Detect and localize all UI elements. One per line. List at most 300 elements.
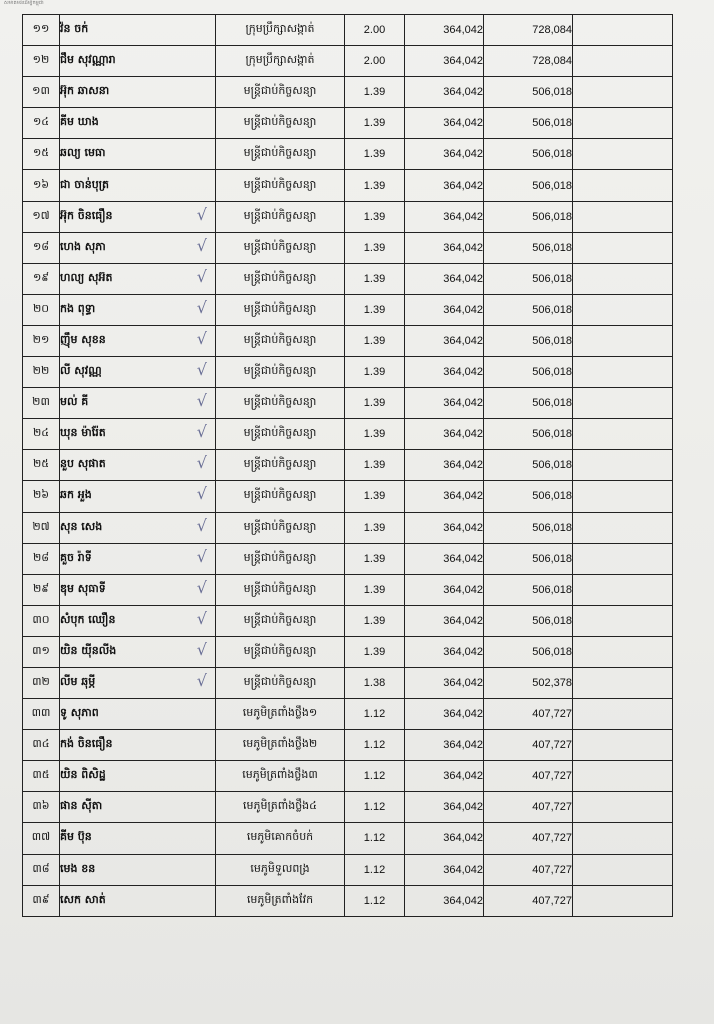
salary-coefficient-text: 1.39 <box>363 490 386 503</box>
staff-position <box>216 201 345 232</box>
staff-name <box>60 605 216 636</box>
salary-amount <box>484 139 573 170</box>
staff-position <box>216 699 345 730</box>
staff-name-text: សំបុក ឈឿន <box>60 612 116 626</box>
row-number <box>23 574 60 605</box>
salary-amount <box>484 46 573 77</box>
table-row <box>23 139 673 170</box>
base-salary <box>405 885 484 916</box>
signature-cell <box>573 325 673 356</box>
payroll-table <box>22 14 673 917</box>
salary-coefficient-text: 1.39 <box>363 397 386 410</box>
salary-coefficient <box>345 46 405 77</box>
staff-position-text: មន្ត្រីជាប់កិច្ចសន្យា <box>243 146 317 160</box>
row-number-text: ៣៣ <box>31 706 51 720</box>
row-number-text: ៣៥ <box>32 768 50 782</box>
salary-coefficient <box>345 823 405 854</box>
staff-position-text: មេភូមិត្រពាំងថ្លឹង១ <box>242 706 318 720</box>
signature-cell <box>573 761 673 792</box>
salary-amount-text: 407,727 <box>532 770 572 783</box>
row-number <box>23 419 60 450</box>
table-row <box>23 885 673 916</box>
signature-cell <box>573 636 673 667</box>
table-row <box>23 263 673 294</box>
salary-amount-text: 506,018 <box>532 272 572 285</box>
base-salary-text: 364,042 <box>443 645 483 658</box>
salary-coefficient <box>345 699 405 730</box>
signature-cell <box>573 294 673 325</box>
salary-coefficient <box>345 294 405 325</box>
signature-cell <box>573 885 673 916</box>
salary-amount <box>484 605 573 636</box>
staff-position <box>216 77 345 108</box>
staff-position-text: មន្ត្រីជាប់កិច្ចសន្យា <box>243 675 317 689</box>
staff-position-text: ក្រុមប្រឹក្សាសង្កាត់ <box>245 53 315 67</box>
staff-name <box>60 170 216 201</box>
staff-position <box>216 574 345 605</box>
base-salary-text: 364,042 <box>443 490 483 503</box>
row-number <box>23 481 60 512</box>
staff-position <box>216 388 345 419</box>
table-row <box>23 108 673 139</box>
staff-name-text: យិន ពិសិដ្ឋ <box>60 768 106 782</box>
salary-amount-text: 407,727 <box>532 894 572 907</box>
salary-amount-text: 506,018 <box>532 86 572 99</box>
salary-amount <box>484 15 573 46</box>
salary-coefficient-text: 1.39 <box>363 117 386 130</box>
salary-amount <box>484 201 573 232</box>
row-number <box>23 605 60 636</box>
signature-cell <box>573 667 673 698</box>
row-number-text: ១៩ <box>32 270 50 284</box>
salary-amount-text: 506,018 <box>532 645 572 658</box>
salary-amount-text: 407,727 <box>532 863 572 876</box>
base-salary <box>405 854 484 885</box>
base-salary-text: 364,042 <box>443 148 483 161</box>
staff-position <box>216 636 345 667</box>
staff-position-text: មេភូមិទួលពង្រ <box>250 861 310 875</box>
signature-cell <box>573 543 673 574</box>
staff-position <box>216 15 345 46</box>
salary-coefficient-text: 2.00 <box>363 24 386 37</box>
base-salary <box>405 761 484 792</box>
salary-coefficient-text: 1.39 <box>363 552 386 565</box>
staff-name <box>60 792 216 823</box>
base-salary <box>405 823 484 854</box>
signature-cell <box>573 854 673 885</box>
staff-name <box>60 77 216 108</box>
salary-amount-text: 506,018 <box>532 521 572 534</box>
base-salary-text: 364,042 <box>443 832 483 845</box>
salary-coefficient-text: 1.39 <box>363 583 386 596</box>
staff-position-text: មន្ត្រីជាប់កិច្ចសន្យា <box>243 239 317 253</box>
staff-name-text: សុន សេង <box>60 519 103 533</box>
staff-name-text: ឌុម សុធាទី <box>60 581 106 595</box>
staff-name-text: ឆល្យ មេធា <box>60 146 106 160</box>
signature-cell <box>573 481 673 512</box>
staff-name <box>60 294 216 325</box>
corner-watermark: សមាគមន៍ដើម្បីកម្ពុជា <box>4 0 44 6</box>
row-number <box>23 139 60 170</box>
checkmark-icon: √ <box>196 484 207 504</box>
salary-coefficient <box>345 730 405 761</box>
table-row <box>23 170 673 201</box>
table-row <box>23 667 673 698</box>
table-row <box>23 15 673 46</box>
base-salary-text: 364,042 <box>443 179 483 192</box>
salary-amount-text: 728,084 <box>532 24 572 37</box>
staff-position-text: មន្ត្រីជាប់កិច្ចសន្យា <box>243 488 317 502</box>
salary-amount <box>484 232 573 263</box>
signature-cell <box>573 108 673 139</box>
row-number-text: ៣០ <box>32 612 50 626</box>
staff-name <box>60 730 216 761</box>
salary-amount-text: 506,018 <box>532 583 572 596</box>
base-salary-text: 364,042 <box>443 117 483 130</box>
staff-name-text: គីម ប៊ុន <box>60 830 92 844</box>
signature-cell <box>573 730 673 761</box>
row-number <box>23 854 60 885</box>
table-row <box>23 325 673 356</box>
base-salary <box>405 325 484 356</box>
staff-position-text: មន្ត្រីជាប់កិច្ចសន្យា <box>243 395 317 409</box>
staff-name <box>60 325 216 356</box>
base-salary <box>405 699 484 730</box>
row-number <box>23 761 60 792</box>
signature-cell <box>573 605 673 636</box>
salary-amount-text: 506,018 <box>532 614 572 627</box>
staff-name-text: វ៉ន ចក់ <box>60 22 89 36</box>
signature-cell <box>573 232 673 263</box>
staff-name <box>60 885 216 916</box>
salary-amount-text: 506,018 <box>532 552 572 565</box>
row-number <box>23 232 60 263</box>
checkmark-icon: √ <box>196 608 207 628</box>
staff-name-text: ឃុន ម៉ារ៉ែត <box>60 426 106 440</box>
staff-name-text: គួច រ៉ាទី <box>60 550 92 564</box>
salary-coefficient-text: 1.39 <box>363 366 386 379</box>
staff-position <box>216 46 345 77</box>
salary-coefficient-text: 1.39 <box>363 210 386 223</box>
salary-amount <box>484 792 573 823</box>
row-number-text: ១៦ <box>32 177 50 191</box>
base-salary-text: 364,042 <box>443 55 483 68</box>
salary-coefficient <box>345 885 405 916</box>
salary-coefficient-text: 1.39 <box>363 86 386 99</box>
table-row <box>23 823 673 854</box>
staff-name <box>60 636 216 667</box>
base-salary-text: 364,042 <box>443 801 483 814</box>
staff-name <box>60 699 216 730</box>
base-salary <box>405 77 484 108</box>
salary-amount-text: 728,084 <box>532 55 572 68</box>
row-number <box>23 450 60 481</box>
staff-position-text: មេភូមិគោកចំបក់ <box>246 830 314 844</box>
staff-position-text: មន្ត្រីជាប់កិច្ចសន្យា <box>243 115 317 129</box>
staff-position <box>216 854 345 885</box>
base-salary <box>405 170 484 201</box>
salary-coefficient <box>345 481 405 512</box>
table-row <box>23 46 673 77</box>
signature-cell <box>573 77 673 108</box>
base-salary <box>405 730 484 761</box>
staff-position-text: មន្ត្រីជាប់កិច្ចសន្យា <box>243 457 317 471</box>
salary-coefficient <box>345 512 405 543</box>
base-salary-text: 364,042 <box>443 459 483 472</box>
salary-amount-text: 506,018 <box>532 303 572 316</box>
staff-name-text: ហល្យ សុអ៊ត <box>60 270 113 284</box>
staff-position-text: មន្ត្រីជាប់កិច្ចសន្យា <box>243 581 317 595</box>
salary-coefficient <box>345 139 405 170</box>
staff-name-text: អ៊ុក ចិនធឿន <box>60 208 113 222</box>
salary-coefficient-text: 1.39 <box>363 459 386 472</box>
signature-cell <box>573 574 673 605</box>
row-number-text: ២៦ <box>32 488 50 502</box>
staff-position <box>216 481 345 512</box>
staff-name-text: ផាន សុីតា <box>60 799 103 813</box>
staff-name <box>60 46 216 77</box>
staff-position-text: មន្ត្រីជាប់កិច្ចសន្យា <box>243 177 317 191</box>
staff-position-text: មន្ត្រីជាប់កិច្ចសន្យា <box>243 364 317 378</box>
staff-name <box>60 232 216 263</box>
salary-amount <box>484 823 573 854</box>
base-salary <box>405 139 484 170</box>
base-salary <box>405 574 484 605</box>
base-salary-text: 364,042 <box>443 677 483 690</box>
salary-amount <box>484 854 573 885</box>
salary-coefficient-text: 1.39 <box>363 521 386 534</box>
staff-position <box>216 170 345 201</box>
checkmark-icon: √ <box>196 515 207 535</box>
table-row <box>23 636 673 667</box>
salary-amount-text: 506,018 <box>532 241 572 254</box>
salary-amount-text: 506,018 <box>532 459 572 472</box>
salary-coefficient-text: 1.39 <box>363 272 386 285</box>
base-salary-text: 364,042 <box>443 614 483 627</box>
signature-cell <box>573 792 673 823</box>
row-number <box>23 170 60 201</box>
base-salary-text: 364,042 <box>443 521 483 534</box>
checkmark-icon: √ <box>196 204 207 224</box>
staff-name-text: ជឹម សុវណ្ណារា <box>60 53 116 67</box>
row-number-text: ២៨ <box>32 550 50 564</box>
staff-name <box>60 450 216 481</box>
base-salary <box>405 450 484 481</box>
staff-position-text: មន្ត្រីជាប់កិច្ចសន្យា <box>243 84 317 98</box>
table-row <box>23 730 673 761</box>
row-number <box>23 325 60 356</box>
payroll-table-body <box>23 15 673 917</box>
salary-coefficient <box>345 357 405 388</box>
row-number <box>23 823 60 854</box>
staff-position-text: មន្ត្រីជាប់កិច្ចសន្យា <box>243 301 317 315</box>
staff-name <box>60 419 216 450</box>
table-row <box>23 388 673 419</box>
base-salary <box>405 481 484 512</box>
base-salary-text: 364,042 <box>443 708 483 721</box>
checkmark-icon: √ <box>196 670 207 690</box>
salary-coefficient <box>345 574 405 605</box>
base-salary <box>405 543 484 574</box>
row-number-text: ១៥ <box>32 146 50 160</box>
salary-amount <box>484 170 573 201</box>
row-number <box>23 512 60 543</box>
checkmark-icon: √ <box>196 266 207 286</box>
row-number <box>23 357 60 388</box>
table-row <box>23 574 673 605</box>
staff-position <box>216 543 345 574</box>
salary-coefficient <box>345 108 405 139</box>
row-number-text: ២២ <box>32 364 50 378</box>
salary-amount <box>484 388 573 419</box>
row-number-text: ១៧ <box>32 208 50 222</box>
staff-name <box>60 854 216 885</box>
base-salary <box>405 294 484 325</box>
row-number <box>23 730 60 761</box>
base-salary <box>405 232 484 263</box>
salary-amount <box>484 263 573 294</box>
signature-cell <box>573 357 673 388</box>
salary-amount-text: 407,727 <box>532 832 572 845</box>
checkmark-icon: √ <box>196 546 207 566</box>
staff-name-text: នួប សុផាត <box>60 457 106 471</box>
staff-position <box>216 263 345 294</box>
salary-amount-text: 407,727 <box>532 708 572 721</box>
salary-amount <box>484 77 573 108</box>
staff-position-text: មេភូមិត្រពាំងថ្លឹង៤ <box>243 799 317 813</box>
salary-coefficient <box>345 605 405 636</box>
staff-name <box>60 574 216 605</box>
checkmark-icon: √ <box>196 297 207 317</box>
staff-name-text: ជា ចាន់បុត្រ <box>60 177 110 191</box>
staff-position <box>216 512 345 543</box>
staff-position <box>216 139 345 170</box>
checkmark-icon: √ <box>196 391 207 411</box>
staff-name <box>60 823 216 854</box>
staff-name <box>60 761 216 792</box>
salary-coefficient <box>345 170 405 201</box>
staff-position-text: មេភូមិត្រពាំងថ្លឹង២ <box>242 737 318 751</box>
salary-amount-text: 407,727 <box>532 801 572 814</box>
row-number-text: ១៣ <box>32 84 50 98</box>
row-number-text: ២០ <box>32 301 50 315</box>
staff-name-text: អ៊ុក ឆាសនា <box>60 84 110 98</box>
salary-coefficient <box>345 667 405 698</box>
base-salary <box>405 263 484 294</box>
salary-coefficient <box>345 450 405 481</box>
staff-name-text: ឆក អួង <box>60 488 92 502</box>
staff-position <box>216 294 345 325</box>
base-salary-text: 364,042 <box>443 24 483 37</box>
staff-position-text: ក្រុមប្រឹក្សាសង្កាត់ <box>245 22 315 36</box>
salary-coefficient <box>345 761 405 792</box>
salary-amount-text: 506,018 <box>532 179 572 192</box>
staff-name <box>60 481 216 512</box>
salary-amount <box>484 357 573 388</box>
row-number <box>23 388 60 419</box>
signature-cell <box>573 263 673 294</box>
base-salary <box>405 605 484 636</box>
base-salary <box>405 46 484 77</box>
table-row <box>23 792 673 823</box>
staff-position <box>216 605 345 636</box>
staff-name-text: សេក សាត់ <box>60 892 106 906</box>
salary-coefficient <box>345 636 405 667</box>
staff-name-text: លីម ឆុម្ភី <box>60 675 96 689</box>
salary-amount-text: 506,018 <box>532 334 572 347</box>
signature-cell <box>573 170 673 201</box>
base-salary-text: 364,042 <box>443 303 483 316</box>
table-row <box>23 605 673 636</box>
salary-coefficient-text: 1.12 <box>363 863 386 876</box>
salary-coefficient-text: 1.39 <box>363 428 386 441</box>
salary-coefficient-text: 1.12 <box>363 770 386 783</box>
table-row <box>23 481 673 512</box>
signature-cell <box>573 419 673 450</box>
base-salary <box>405 636 484 667</box>
staff-name-text: មល់ គី <box>60 395 89 409</box>
salary-amount-text: 506,018 <box>532 397 572 410</box>
row-number-text: ២៧ <box>32 519 50 533</box>
row-number <box>23 543 60 574</box>
row-number-text: ២១ <box>32 332 50 346</box>
row-number <box>23 792 60 823</box>
salary-coefficient <box>345 263 405 294</box>
salary-amount <box>484 294 573 325</box>
base-salary-text: 364,042 <box>443 366 483 379</box>
salary-amount <box>484 108 573 139</box>
row-number <box>23 636 60 667</box>
staff-position-text: មន្ត្រីជាប់កិច្ចសន្យា <box>243 270 317 284</box>
staff-position-text: មេភូមិត្រពាំងថ្លឹង៣ <box>242 768 318 782</box>
salary-coefficient-text: 1.39 <box>363 148 386 161</box>
row-number-text: ៣២ <box>32 675 50 689</box>
salary-coefficient <box>345 388 405 419</box>
salary-amount-text: 506,018 <box>532 117 572 130</box>
staff-name <box>60 15 216 46</box>
salary-coefficient <box>345 201 405 232</box>
staff-position <box>216 325 345 356</box>
salary-amount <box>484 325 573 356</box>
base-salary-text: 364,042 <box>443 272 483 285</box>
staff-position-text: មន្ត្រីជាប់កិច្ចសន្យា <box>243 519 317 533</box>
signature-cell <box>573 201 673 232</box>
salary-amount-text: 407,727 <box>532 739 572 752</box>
staff-name-text: ហេង សុភា <box>60 239 106 253</box>
signature-cell <box>573 46 673 77</box>
salary-amount <box>484 885 573 916</box>
checkmark-icon: √ <box>196 639 207 659</box>
salary-coefficient-text: 1.12 <box>363 832 386 845</box>
staff-position <box>216 761 345 792</box>
salary-amount <box>484 450 573 481</box>
base-salary-text: 364,042 <box>443 397 483 410</box>
row-number <box>23 108 60 139</box>
staff-position-text: មន្ត្រីជាប់កិច្ចសន្យា <box>243 550 317 564</box>
base-salary-text: 364,042 <box>443 894 483 907</box>
row-number <box>23 46 60 77</box>
checkmark-icon: √ <box>196 360 207 380</box>
salary-amount <box>484 761 573 792</box>
salary-coefficient-text: 1.39 <box>363 303 386 316</box>
base-salary-text: 364,042 <box>443 863 483 876</box>
salary-amount-text: 506,018 <box>532 428 572 441</box>
staff-name-text: កង ពុទ្ធា <box>60 301 96 315</box>
row-number-text: ២៥ <box>32 457 50 471</box>
staff-position-text: មន្ត្រីជាប់កិច្ចសន្យា <box>243 612 317 626</box>
row-number-text: ១១ <box>32 22 50 36</box>
table-row <box>23 512 673 543</box>
